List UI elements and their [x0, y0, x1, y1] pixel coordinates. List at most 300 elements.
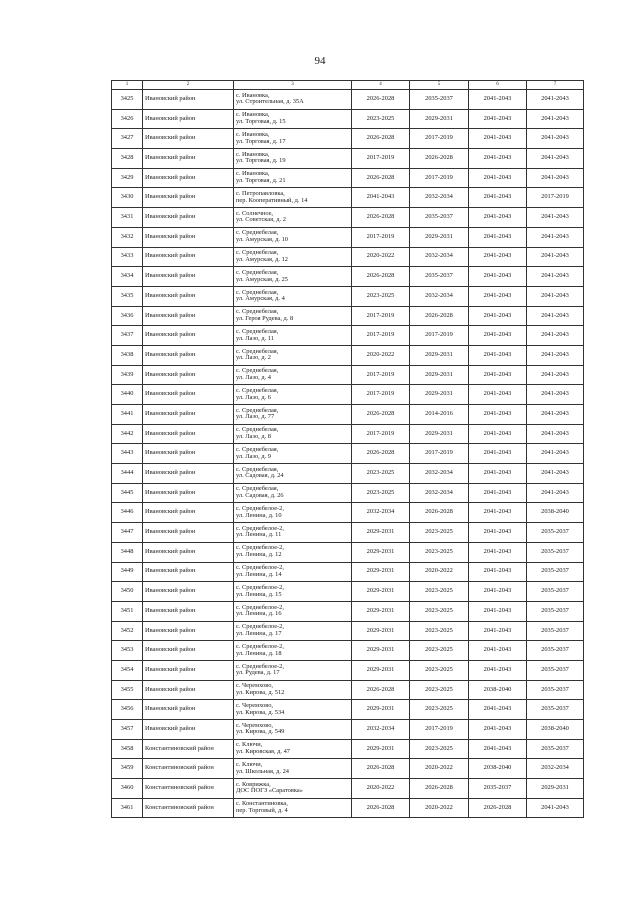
address: [234, 582, 352, 602]
page-number: 94: [314, 55, 326, 67]
period-col-4: 2023-2025: [352, 483, 410, 503]
period-col-6: 2038-2040: [469, 680, 527, 700]
period-col-5: 2017-2019: [410, 444, 469, 464]
address-settlement: с. Среднебелая,: [236, 249, 279, 257]
period-col-6: 2041-2043: [469, 109, 527, 129]
period-col-4: 2017-2019: [352, 306, 410, 326]
period-col-5: 2020-2022: [410, 562, 469, 582]
period-col-5: 2032-2034: [410, 286, 469, 306]
row-number: 3427: [112, 129, 143, 149]
table-row: [112, 700, 584, 720]
period-col-4: 2026-2028: [352, 168, 410, 188]
period-col-6: 2041-2043: [469, 208, 527, 228]
table-row: [112, 798, 584, 818]
address: [234, 424, 352, 444]
period-col-7: 2017-2019: [527, 188, 584, 208]
period-col-7: 2041-2043: [527, 444, 584, 464]
period-col-4: 2029-2031: [352, 739, 410, 759]
address-street: ул. Рудева, д. 17: [236, 669, 280, 677]
table-row: [112, 405, 584, 425]
period-col-7: 2041-2043: [527, 149, 584, 169]
period-col-7: 2035-2037: [527, 700, 584, 720]
district-name: Ивановский район: [143, 464, 234, 484]
district-name: Константиновский район: [143, 779, 234, 799]
district-name: Ивановский район: [143, 601, 234, 621]
address: [234, 227, 352, 247]
address-settlement: с. Черемхово,: [236, 721, 274, 729]
address: [234, 542, 352, 562]
period-col-7: 2035-2037: [527, 523, 584, 543]
district-name: Ивановский район: [143, 326, 234, 346]
header-col-5: 5: [410, 81, 469, 90]
address-settlement: с. Ивановка,: [236, 111, 270, 119]
period-col-5: 2017-2019: [410, 129, 469, 149]
row-number: 3433: [112, 247, 143, 267]
table-row: [112, 759, 584, 779]
period-col-5: 2014-2016: [410, 405, 469, 425]
district-name: Ивановский район: [143, 405, 234, 425]
district-name: Ивановский район: [143, 90, 234, 110]
address-settlement: с. Среднебелая,: [236, 327, 279, 335]
period-col-5: 2029-2031: [410, 345, 469, 365]
row-number: 3446: [112, 503, 143, 523]
period-col-6: 2026-2028: [469, 798, 527, 818]
row-number: 3425: [112, 90, 143, 110]
district-name: Ивановский район: [143, 641, 234, 661]
table-row: [112, 523, 584, 543]
period-col-7: 2041-2043: [527, 424, 584, 444]
row-number: 3445: [112, 483, 143, 503]
district-name: Ивановский район: [143, 208, 234, 228]
period-col-6: 2035-2037: [469, 779, 527, 799]
district-name: Ивановский район: [143, 700, 234, 720]
period-col-7: 2041-2043: [527, 483, 584, 503]
row-number: 3448: [112, 542, 143, 562]
district-name: Ивановский район: [143, 542, 234, 562]
table-row: [112, 779, 584, 799]
period-col-4: 2032-2034: [352, 503, 410, 523]
address: [234, 562, 352, 582]
period-col-4: 2017-2019: [352, 227, 410, 247]
row-number: 3457: [112, 720, 143, 740]
table-row: [112, 326, 584, 346]
address: [234, 523, 352, 543]
row-number: 3436: [112, 306, 143, 326]
row-number: 3455: [112, 680, 143, 700]
address-settlement: с. Среднебелое-2,: [236, 583, 284, 591]
period-col-5: 2035-2037: [410, 90, 469, 110]
address-settlement: с. Среднебелая,: [236, 229, 279, 237]
period-col-7: 2041-2043: [527, 365, 584, 385]
table-row: [112, 601, 584, 621]
period-col-7: 2041-2043: [527, 385, 584, 405]
address: [234, 168, 352, 188]
period-col-5: 2029-2031: [410, 385, 469, 405]
address: [234, 759, 352, 779]
header-col-3: 3: [234, 81, 352, 90]
table-row: [112, 542, 584, 562]
address-settlement: с. Ключи,: [236, 761, 263, 768]
row-number: 3426: [112, 109, 143, 129]
period-col-4: 2026-2028: [352, 208, 410, 228]
period-col-4: 2026-2028: [352, 267, 410, 287]
row-number: 3439: [112, 365, 143, 385]
period-col-7: 2041-2043: [527, 286, 584, 306]
address-settlement: с. Среднебелая,: [236, 485, 279, 493]
table-row: [112, 129, 584, 149]
period-col-5: 2023-2025: [410, 523, 469, 543]
period-col-4: 2023-2025: [352, 464, 410, 484]
period-col-5: 2035-2037: [410, 208, 469, 228]
address: [234, 286, 352, 306]
row-number: 3443: [112, 444, 143, 464]
address-settlement: с. Ивановка,: [236, 131, 270, 138]
address: [234, 405, 352, 425]
address-street: ул. Кирова, д. 512: [236, 688, 285, 696]
row-number: 3452: [112, 621, 143, 641]
address-street: ул. Лазо, д. 77: [236, 413, 275, 421]
address-street: ул. Ленина, д. 11: [236, 531, 282, 539]
district-name: Ивановский район: [143, 621, 234, 641]
period-col-5: 2023-2025: [410, 739, 469, 759]
period-col-5: 2032-2034: [410, 464, 469, 484]
period-col-7: 2041-2043: [527, 129, 584, 149]
district-name: Константиновский район: [143, 759, 234, 779]
table-row: [112, 562, 584, 582]
table-row: [112, 188, 584, 208]
address: [234, 306, 352, 326]
period-col-6: 2041-2043: [469, 582, 527, 602]
period-col-4: 2020-2022: [352, 779, 410, 799]
address-street: ул. Ленина, д. 17: [236, 629, 282, 637]
period-col-4: 2029-2031: [352, 562, 410, 582]
district-name: Ивановский район: [143, 306, 234, 326]
period-col-6: 2041-2043: [469, 503, 527, 523]
row-number: 3456: [112, 700, 143, 720]
row-number: 3451: [112, 601, 143, 621]
row-number: 3460: [112, 779, 143, 799]
period-col-7: 2035-2037: [527, 582, 584, 602]
address-street: ул. Амурская, д. 25: [236, 275, 289, 283]
address-settlement: с. Коврижка,: [236, 780, 271, 788]
address-settlement: с. Среднебелая,: [236, 268, 279, 276]
address: [234, 109, 352, 129]
address-settlement: с. Среднебелая,: [236, 347, 279, 355]
district-name: Ивановский район: [143, 129, 234, 149]
period-col-6: 2041-2043: [469, 90, 527, 110]
period-col-5: 2029-2031: [410, 365, 469, 385]
period-col-6: 2041-2043: [469, 641, 527, 661]
address-street: ул. Кировская, д. 47: [236, 748, 291, 756]
row-number: 3431: [112, 208, 143, 228]
address: [234, 385, 352, 405]
row-number: 3442: [112, 424, 143, 444]
period-col-5: 2023-2025: [410, 542, 469, 562]
district-name: Ивановский район: [143, 345, 234, 365]
period-col-7: 2035-2037: [527, 641, 584, 661]
address-street: ДОС ПОГЗ «Саратовка»: [236, 787, 303, 795]
district-name: Ивановский район: [143, 680, 234, 700]
district-name: Ивановский район: [143, 247, 234, 267]
district-name: Ивановский район: [143, 483, 234, 503]
period-col-4: 2023-2025: [352, 109, 410, 129]
address-street: ул. Советская, д. 2: [236, 216, 286, 224]
address-settlement: с. Среднебелое-2,: [236, 623, 284, 631]
address-settlement: с. Среднебелое-2,: [236, 524, 284, 532]
header-col-6: 6: [469, 81, 527, 90]
address-street: ул. Ленина, д. 10: [236, 511, 282, 519]
table-row: [112, 109, 584, 129]
address: [234, 267, 352, 287]
address-street: ул. Торговая, д. 15: [236, 118, 286, 126]
period-col-5: 2023-2025: [410, 660, 469, 680]
table-row: [112, 444, 584, 464]
address: [234, 621, 352, 641]
period-col-7: 2041-2043: [527, 464, 584, 484]
address-settlement: с. Среднебелая,: [236, 308, 279, 316]
address-settlement: с. Петропавловка,: [236, 190, 285, 198]
table-row: [112, 621, 584, 641]
table-row: [112, 90, 584, 110]
row-number: 3430: [112, 188, 143, 208]
address-street: ул. Кирова, д. 534: [236, 708, 285, 716]
period-col-7: 2035-2037: [527, 562, 584, 582]
period-col-5: 2023-2025: [410, 621, 469, 641]
period-col-5: 2032-2034: [410, 247, 469, 267]
period-col-6: 2041-2043: [469, 562, 527, 582]
table-row: [112, 720, 584, 740]
address: [234, 798, 352, 818]
period-col-7: 2041-2043: [527, 247, 584, 267]
address-street: ул. Амурская, д. 12: [236, 255, 289, 263]
period-col-7: 2035-2037: [527, 621, 584, 641]
address-settlement: с. Среднебелое-2,: [236, 603, 284, 611]
period-col-6: 2041-2043: [469, 464, 527, 484]
address: [234, 326, 352, 346]
address: [234, 444, 352, 464]
period-col-4: 2026-2028: [352, 759, 410, 779]
address-street: ул. Лазо, д. 8: [236, 433, 271, 441]
period-col-4: 2041-2043: [352, 188, 410, 208]
period-col-5: 2026-2028: [410, 306, 469, 326]
address-settlement: с. Среднебелая,: [236, 406, 279, 414]
period-col-5: 2026-2028: [410, 779, 469, 799]
address-settlement: с. Константиновка,: [236, 800, 288, 808]
address-settlement: с. Среднебелая,: [236, 465, 279, 473]
period-col-6: 2041-2043: [469, 660, 527, 680]
table-row: [112, 306, 584, 326]
district-name: Ивановский район: [143, 149, 234, 169]
period-col-6: 2041-2043: [469, 523, 527, 543]
period-col-4: 2029-2031: [352, 601, 410, 621]
address-street: ул. Лазо, д. 6: [236, 393, 271, 401]
address-settlement: с. Ивановка,: [236, 150, 270, 158]
address: [234, 641, 352, 661]
period-col-7: 2041-2043: [527, 345, 584, 365]
period-col-4: 2029-2031: [352, 700, 410, 720]
period-col-4: 2026-2028: [352, 680, 410, 700]
address: [234, 208, 352, 228]
row-number: 3432: [112, 227, 143, 247]
row-number: 3444: [112, 464, 143, 484]
period-col-4: 2029-2031: [352, 582, 410, 602]
period-col-7: 2041-2043: [527, 798, 584, 818]
period-col-6: 2041-2043: [469, 542, 527, 562]
period-col-7: 2041-2043: [527, 109, 584, 129]
period-col-4: 2029-2031: [352, 621, 410, 641]
address: [234, 129, 352, 149]
period-col-6: 2041-2043: [469, 326, 527, 346]
address-settlement: с. Среднебелая,: [236, 367, 279, 375]
table-row: [112, 641, 584, 661]
period-col-4: 2017-2019: [352, 149, 410, 169]
address: [234, 90, 352, 110]
address-street: ул. Героя Рудева, д. 8: [236, 314, 294, 322]
address-settlement: с. Среднебелая,: [236, 386, 279, 394]
period-col-6: 2041-2043: [469, 267, 527, 287]
address-settlement: с. Среднебелое-2,: [236, 662, 284, 670]
address: [234, 483, 352, 503]
address: [234, 365, 352, 385]
table-row: [112, 483, 584, 503]
table-row: [112, 464, 584, 484]
address: [234, 700, 352, 720]
header-col-2: 2: [143, 81, 234, 90]
row-number: 3450: [112, 582, 143, 602]
period-col-7: 2035-2037: [527, 660, 584, 680]
address-street: ул. Лазо, д. 4: [236, 373, 271, 381]
district-name: Ивановский район: [143, 582, 234, 602]
period-col-4: 2017-2019: [352, 326, 410, 346]
address-settlement: с. Ключи,: [236, 741, 263, 749]
district-name: Ивановский район: [143, 168, 234, 188]
address-street: ул. Ленина, д. 12: [236, 551, 282, 559]
address-street: ул. Ленина, д. 14: [236, 570, 282, 578]
address-settlement: с. Солнечное,: [236, 209, 274, 217]
period-col-6: 2041-2043: [469, 345, 527, 365]
district-name: Ивановский район: [143, 188, 234, 208]
period-col-4: 2029-2031: [352, 542, 410, 562]
address-street: ул. Лазо, д. 9: [236, 452, 271, 460]
address-street: ул. Ленина, д. 16: [236, 610, 282, 618]
period-col-7: 2035-2037: [527, 680, 584, 700]
period-col-5: 2029-2031: [410, 227, 469, 247]
period-col-4: 2023-2025: [352, 286, 410, 306]
row-number: 3437: [112, 326, 143, 346]
address-street: ул. Торговая, д. 17: [236, 137, 286, 145]
table-row: [112, 385, 584, 405]
period-col-7: 2032-2034: [527, 759, 584, 779]
table-header: [112, 81, 584, 90]
period-col-7: 2041-2043: [527, 306, 584, 326]
period-col-4: 2020-2022: [352, 247, 410, 267]
district-name: Ивановский район: [143, 109, 234, 129]
period-col-6: 2041-2043: [469, 286, 527, 306]
table-row: [112, 582, 584, 602]
address-settlement: с. Черемхово,: [236, 701, 274, 709]
table-row: [112, 345, 584, 365]
address-settlement: с. Среднебелая,: [236, 426, 279, 434]
housing-registry-table: [111, 80, 584, 818]
row-number: 3453: [112, 641, 143, 661]
district-name: Константиновский район: [143, 798, 234, 818]
address: [234, 345, 352, 365]
period-col-5: 2017-2019: [410, 326, 469, 346]
period-col-6: 2041-2043: [469, 444, 527, 464]
address-street: ул. Ленина, д. 18: [236, 649, 282, 657]
table-body: [112, 90, 584, 818]
address-street: ул. Садовая, д. 24: [236, 472, 284, 480]
address: [234, 149, 352, 169]
table-row: [112, 247, 584, 267]
address: [234, 247, 352, 267]
period-col-6: 2041-2043: [469, 601, 527, 621]
row-number: 3440: [112, 385, 143, 405]
row-number: 3428: [112, 149, 143, 169]
header-col-1: 1: [112, 81, 143, 90]
period-col-6: 2041-2043: [469, 365, 527, 385]
district-name: Ивановский район: [143, 444, 234, 464]
period-col-5: 2023-2025: [410, 582, 469, 602]
row-number: 3435: [112, 286, 143, 306]
period-col-7: 2041-2043: [527, 208, 584, 228]
period-col-5: 2029-2031: [410, 109, 469, 129]
period-col-6: 2041-2043: [469, 405, 527, 425]
period-col-4: 2017-2019: [352, 365, 410, 385]
address: [234, 720, 352, 740]
district-name: Ивановский район: [143, 286, 234, 306]
period-col-6: 2041-2043: [469, 129, 527, 149]
address-street: пер. Торговый, д. 4: [236, 807, 288, 815]
address: [234, 779, 352, 799]
table-row: [112, 365, 584, 385]
period-col-7: 2038-2040: [527, 503, 584, 523]
period-col-6: 2041-2043: [469, 621, 527, 641]
period-col-4: 2029-2031: [352, 660, 410, 680]
period-col-5: 2032-2034: [410, 188, 469, 208]
period-col-6: 2041-2043: [469, 424, 527, 444]
period-col-5: 2017-2019: [410, 168, 469, 188]
row-number: 3461: [112, 798, 143, 818]
period-col-7: 2041-2043: [527, 405, 584, 425]
period-col-5: 2017-2019: [410, 720, 469, 740]
period-col-5: 2032-2034: [410, 483, 469, 503]
period-col-5: 2026-2028: [410, 503, 469, 523]
period-col-5: 2023-2025: [410, 601, 469, 621]
row-number: 3454: [112, 660, 143, 680]
address: [234, 464, 352, 484]
table-row: [112, 267, 584, 287]
row-number: 3438: [112, 345, 143, 365]
table-row: [112, 168, 584, 188]
address-street: ул. Строительная, д. 35А: [236, 98, 304, 106]
period-col-5: 2023-2025: [410, 641, 469, 661]
table-row: [112, 503, 584, 523]
address: [234, 680, 352, 700]
district-name: Константиновский район: [143, 739, 234, 759]
period-col-7: 2035-2037: [527, 542, 584, 562]
period-col-6: 2041-2043: [469, 306, 527, 326]
period-col-7: 2041-2043: [527, 326, 584, 346]
period-col-6: 2041-2043: [469, 247, 527, 267]
address-street: ул. Лазо, д. 2: [236, 354, 271, 362]
period-col-7: 2035-2037: [527, 739, 584, 759]
address-street: ул. Торговая, д. 19: [236, 157, 286, 165]
period-col-4: 2020-2022: [352, 345, 410, 365]
row-number: 3441: [112, 405, 143, 425]
period-col-5: 2023-2025: [410, 680, 469, 700]
address-street: ул. Садовая, д. 26: [236, 492, 284, 500]
